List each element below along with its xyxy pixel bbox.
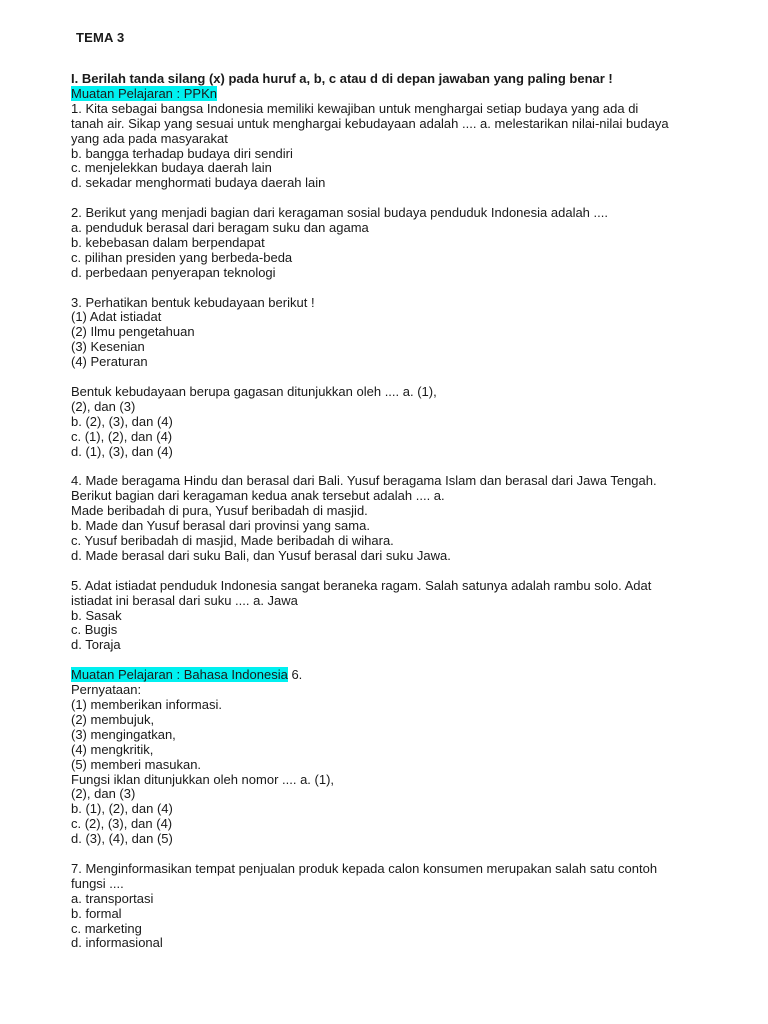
spacer <box>71 847 721 862</box>
q3-option-d: d. (1), (3), dan (4) <box>71 443 173 459</box>
q1-option-b: b. bangga terhadap budaya diri sendiri <box>71 145 293 161</box>
section-heading-ppkn <box>71 87 721 102</box>
q5-stem-line-2: istiadat ini berasal dari suku .... a. Jawa <box>71 592 298 608</box>
q6-question-line-1: Fungsi iklan ditunjukkan oleh nomor .... a. (1), <box>71 771 335 787</box>
q7-option-a: a. transportasi <box>71 890 154 906</box>
q1-stem-line-1: 1. Kita sebagai bangsa Indonesia memiliki kewajiban untuk menghargai setiap budaya yang ada di <box>71 100 639 116</box>
q1-stem-line-3: yang ada pada masyarakat <box>71 130 228 146</box>
spacer <box>71 653 721 668</box>
spacer <box>71 370 721 385</box>
q6-item-3: (3) mengingatkan, <box>71 726 176 742</box>
q6-number: 6. <box>287 667 303 683</box>
q6-item-5: (5) memberi masukan. <box>71 756 202 772</box>
q7-stem-line-2: fungsi .... <box>71 875 124 891</box>
q6-stem: Pernyataan: <box>71 682 142 698</box>
q2-option-a: a. penduduk berasal dari beragam suku dan agama <box>71 220 369 236</box>
q3-question-line-1: Bentuk kebudayaan berupa gagasan ditunjukkan oleh .... a. (1), <box>71 383 437 399</box>
q2-stem: 2. Berikut yang menjadi bagian dari keragaman sosial budaya penduduk Indonesia adalah .... <box>71 205 608 221</box>
q7-option-b: b. formal <box>71 905 122 921</box>
q3-question-line-2: (2), dan (3) <box>71 398 136 414</box>
q6-item-2: (2) membujuk, <box>71 711 155 727</box>
section-heading-bahasa-indonesia <box>71 668 721 683</box>
q2-option-b: b. kebebasan dalam berpendapat <box>71 234 265 250</box>
spacer <box>71 281 721 296</box>
q3-stem: 3. Perhatikan bentuk kebudayaan berikut ! <box>71 294 315 310</box>
spacer <box>71 564 721 579</box>
q5-stem-line-1: 5. Adat istiadat penduduk Indonesia sangat beraneka ragam. Salah satunya adalah rambu solo. Adat <box>71 577 652 593</box>
q3-item-1: (1) Adat istiadat <box>71 309 162 325</box>
q6-question-line-2: (2), dan (3) <box>71 786 136 802</box>
q4-stem-line-1: 4. Made beragama Hindu dan berasal dari Bali. Yusuf beragama Islam dan berasal dari Jawa Tengah. <box>71 473 657 489</box>
section-label-ppkn: Muatan Pelajaran : PPKn <box>71 85 217 101</box>
q7-option-d: d. informasional <box>71 935 163 951</box>
q4-stem-line-2: Berikut bagian dari keragaman kedua anak tersebut adalah .... a. <box>71 488 445 504</box>
q5-option-d: d. Toraja <box>71 637 121 653</box>
q1-stem-line-2: tanah air. Sikap yang sesuai untuk menghargai kebudayaan adalah .... a. melestarikan nilai-nilai budaya <box>71 115 669 131</box>
q2-option-c: c. pilihan presiden yang berbeda-beda <box>71 249 293 265</box>
question-content <box>71 72 721 951</box>
q3-item-2: (2) Ilmu pengetahuan <box>71 324 195 340</box>
q1-option-d: d. sekadar menghormati budaya daerah lain <box>71 175 326 191</box>
q1-option-c: c. menjelekkan budaya daerah lain <box>71 160 272 176</box>
q4-option-d: d. Made berasal dari suku Bali, dan Yusuf berasal dari suku Jawa. <box>71 547 451 563</box>
q3-item-3: (3) Kesenian <box>71 339 145 355</box>
q2-option-d: d. perbedaan penyerapan teknologi <box>71 264 276 280</box>
q5-option-c: c. Bugis <box>71 622 118 638</box>
q6-item-4: (4) mengkritik, <box>71 741 154 757</box>
q6-option-b: b. (1), (2), dan (4) <box>71 801 173 817</box>
instruction-text: I. Berilah tanda silang (x) pada huruf a, b, c atau d di depan jawaban yang paling benar ! <box>71 71 613 86</box>
q5-option-b: b. Sasak <box>71 607 122 623</box>
section-label-bahasa-indonesia: Muatan Pelajaran : Bahasa Indonesia <box>71 667 288 683</box>
spacer <box>71 191 721 206</box>
q4-option-b: b. Made dan Yusuf berasal dari provinsi yang sama. <box>71 518 370 534</box>
q3-option-b: b. (2), (3), dan (4) <box>71 413 173 429</box>
q6-item-1: (1) memberikan informasi. <box>71 696 222 712</box>
spacer <box>71 460 721 475</box>
q3-option-c: c. (1), (2), dan (4) <box>71 428 173 444</box>
q6-option-d: d. (3), (4), dan (5) <box>71 831 173 847</box>
q7-option-c: c. marketing <box>71 920 142 936</box>
page-title: TEMA 3 <box>76 30 125 45</box>
q3-item-4: (4) Peraturan <box>71 354 148 370</box>
q4-option-c: c. Yusuf beribadah di masjid, Made beribadah di wihara. <box>71 533 394 549</box>
q4-option-a: Made beribadah di pura, Yusuf beribadah di masjid. <box>71 503 368 519</box>
q7-stem-line-1: 7. Menginformasikan tempat penjualan produk kepada calon konsumen merupakan salah satu contoh <box>71 860 658 876</box>
q6-option-c: c. (2), (3), dan (4) <box>71 816 173 832</box>
